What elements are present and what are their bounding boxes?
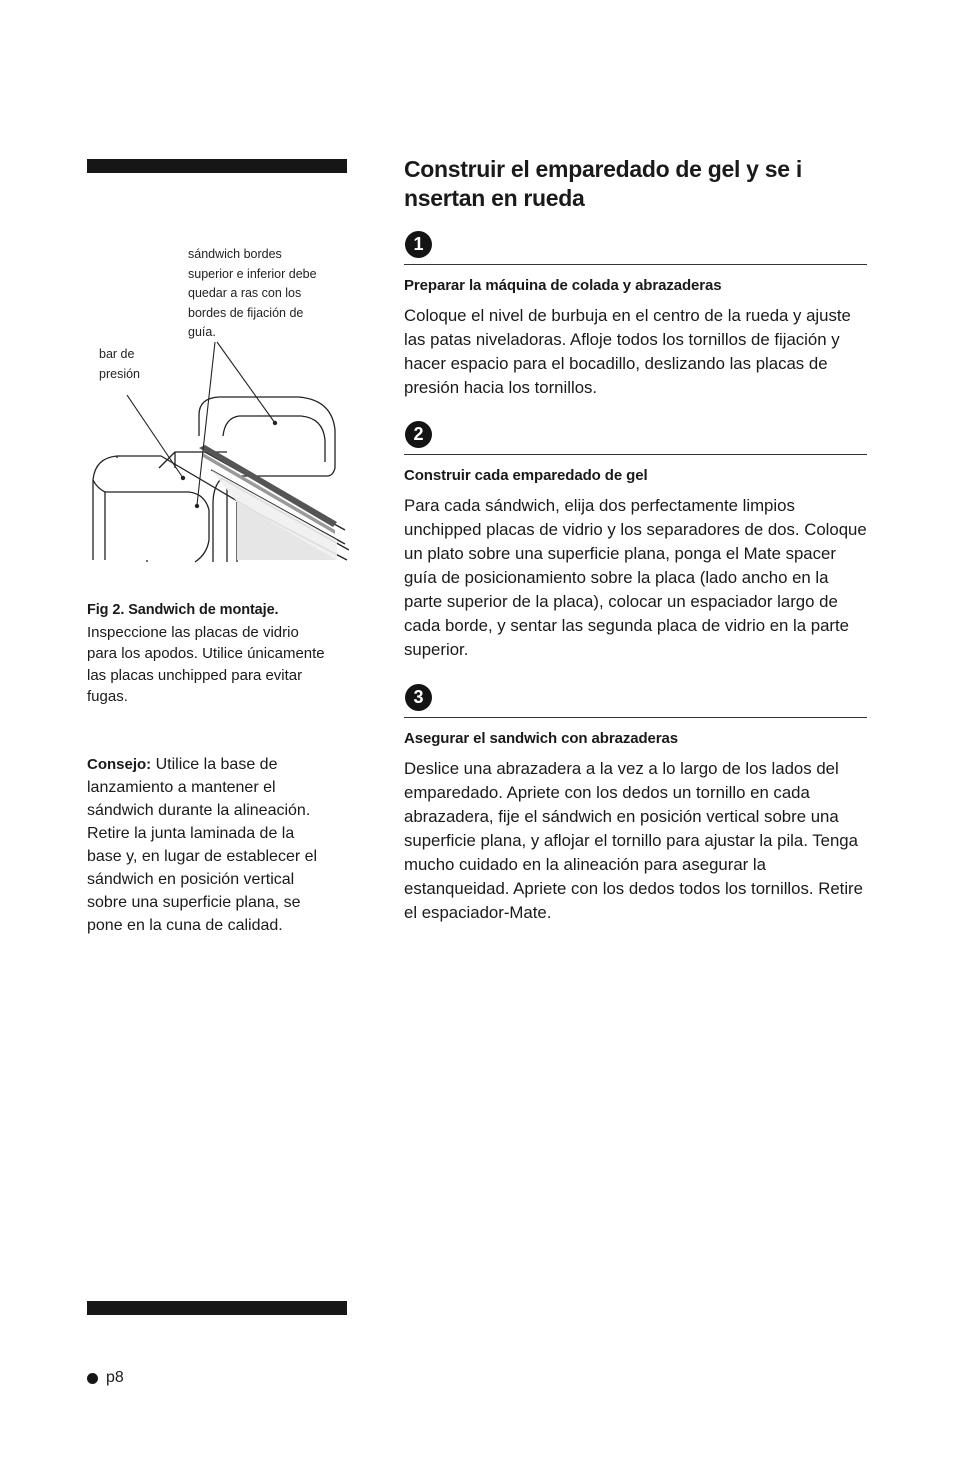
tip-label: Consejo:: [87, 756, 152, 773]
callout-sandwich-edges: sándwich bordes superior e inferior debe quedar a ras con los bordes de fijación de guía.: [188, 247, 317, 339]
tip-box: [87, 753, 327, 937]
step-heading: Preparar la máquina de colada y abrazaderas: [404, 277, 722, 294]
page-number-label: p8: [106, 1369, 124, 1386]
step-heading: Construir cada emparedado de gel: [404, 467, 648, 484]
step-number-badge: 2: [405, 421, 432, 448]
figure-caption-text: Inspeccione las placas de vidrio para los apodos. Utilice únicamente las placas unchipped para evitar fugas.: [87, 623, 325, 705]
step-1: [404, 231, 867, 400]
step-body: Deslice una abrazadera a la vez a lo largo de los lados del emparedado. Apriete con los dedos un tornillo en cada abrazadera, fije el sándwich en posición vertical sobre una superficie plana, y aflojar el tornillo para ajustar la pila. Tenga mucho cuidado en la alineación para asegurar la estanqueidad. Apriete con los dedos todos los tornillos. Retire el espaciador-Mate.: [404, 759, 863, 922]
step-number-badge: 3: [405, 684, 432, 711]
step-body: Coloque el nivel de burbuja en el centro de la rueda y ajuste las patas niveladoras. Afloje todos los tornillos de fijación y hacer espacio para el bocadillo, deslizando las placas de presión hacia los tornillos.: [404, 306, 851, 397]
step-2: [404, 421, 867, 662]
figure-caption-title: Fig 2. Sandwich de montaje.: [87, 602, 279, 618]
bullet-dot-icon: [87, 1373, 98, 1384]
step-divider: [404, 717, 867, 718]
sandwich-assembly-figure: [87, 240, 349, 565]
step-body: Para cada sándwich, elija dos perfectamente limpios unchipped placas de vidrio y los separadores de dos. Coloque un plato sobre una superficie plana, ponga el Mate spacer guía de posicionamiento sobre la placa (lado ancho en la parte superior de la placa), colocar un espaciador largo de cada borde, y sentar las segunda placa de vidrio en la parte superior.: [404, 496, 867, 659]
step-divider: [404, 454, 867, 455]
section-title: Construir el emparedado de gel y se i nsertan en rueda: [404, 156, 802, 211]
step-3: [404, 684, 867, 925]
callout-pressure-bar: bar de presión: [99, 347, 140, 381]
tip-text: Utilice la base de lanzamiento a mantener el sándwich durante la alineación. Retire la junta laminada de la base y, en lugar de establecer el sándwich en posición vertical sobre una superficie plana, se pone en la cuna de calidad.: [87, 756, 318, 934]
top-rule-bar: [87, 159, 347, 173]
step-divider: [404, 264, 867, 265]
figure-caption: [87, 600, 327, 708]
step-number-badge: 1: [405, 231, 432, 258]
bottom-rule-bar: [87, 1301, 347, 1315]
page-number: [87, 1367, 124, 1389]
step-heading: Asegurar el sandwich con abrazaderas: [404, 730, 679, 747]
